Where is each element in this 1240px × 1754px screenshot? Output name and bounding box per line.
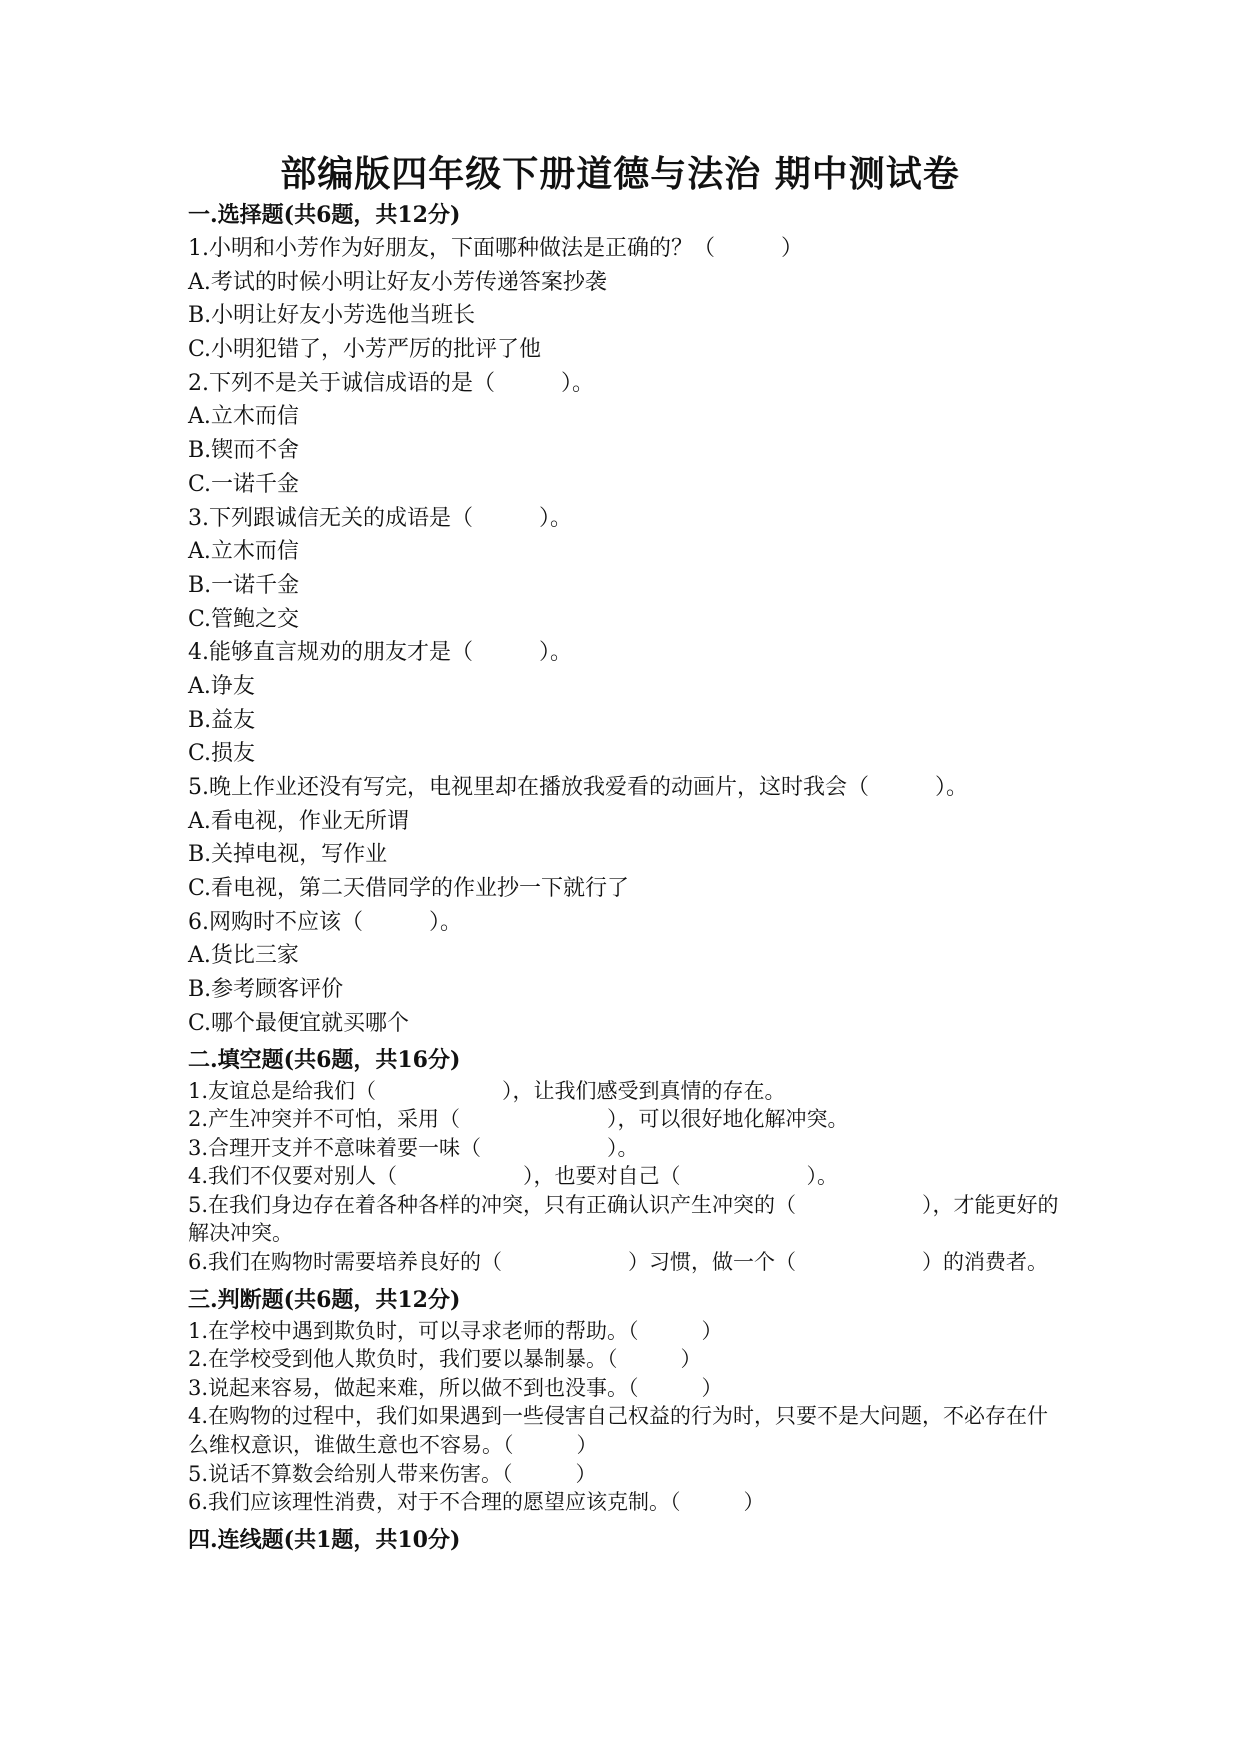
option-line: A.立木而信 — [188, 404, 299, 430]
option-line: C.一诺千金 — [188, 471, 300, 497]
fill-questions — [188, 1077, 1068, 1277]
option-line: A.看电视，作业无所谓 — [188, 808, 409, 834]
option-line: B.一诺千金 — [188, 572, 300, 598]
option-line: A.立木而信 — [188, 539, 299, 565]
exam-title: 部编版四年级下册道德与法治 期中测试卷 — [280, 153, 960, 195]
judge-questions — [188, 1317, 1068, 1517]
question-line: 1.小明和小芳作为好朋友，下面哪种做法是正确的？（ ） — [188, 236, 803, 261]
section-heading-judge: 三.判断题(共6题，共12分) — [188, 1286, 461, 1313]
choice-questions — [188, 232, 1068, 1041]
option-line: B.参考顾客评价 — [188, 977, 344, 1003]
question-line: 3.合理开支并不意味着要一味（ ）。 — [188, 1135, 639, 1160]
option-line: B.锲而不舍 — [188, 438, 300, 464]
option-line: C.管鲍之交 — [188, 606, 300, 632]
question-line: 2.产生冲突并不可怕，采用（ ），可以很好地化解冲突。 — [188, 1107, 849, 1132]
section-heading-choice: 一.选择题(共6题，共12分) — [188, 202, 461, 228]
question-line: 5.在我们身边存在着各种各样的冲突，只有正确认识产生冲突的（ ），才能更好的解决冲突。 — [188, 1192, 1059, 1246]
option-line: C.小明犯错了，小芳严厉的批评了他 — [188, 337, 542, 363]
question-line: 1.在学校中遇到欺负时，可以寻求老师的帮助。（ ） — [188, 1318, 723, 1343]
option-line: B.关掉电视，写作业 — [188, 842, 388, 868]
section-heading-match: 四.连线题(共1题，共10分) — [188, 1526, 461, 1553]
option-line: A.诤友 — [188, 673, 255, 699]
option-line: C.看电视，第二天借同学的作业抄一下就行了 — [188, 876, 630, 902]
question-line: 3.说起来容易，做起来难，所以做不到也没事。（ ） — [188, 1375, 723, 1400]
question-line: 4.在购物的过程中，我们如果遇到一些侵害自己权益的行为时，只要不是大问题，不必存在什么维权意识，谁做生意也不容易。（ ） — [188, 1404, 1049, 1458]
question-line: 6.我们应该理性消费，对于不合理的愿望应该克制。（ ） — [188, 1490, 765, 1515]
option-line: C.哪个最便宜就买哪个 — [188, 1010, 410, 1036]
question-line: 3.下列跟诚信无关的成语是（ ）。 — [188, 505, 572, 531]
section-heading-fill: 二.填空题(共6题，共16分) — [188, 1046, 461, 1073]
question-line: 1.友谊总是给我们（ ），让我们感受到真情的存在。 — [188, 1078, 786, 1103]
option-line: B.益友 — [188, 707, 256, 733]
option-line: A.考试的时候小明让好友小芳传递答案抄袭 — [188, 269, 607, 295]
question-line: 5.晚上作业还没有写完，电视里却在播放我爱看的动画片，这时我会（ ）。 — [188, 775, 968, 800]
question-line: 2.在学校受到他人欺负时，我们要以暴制暴。（ ） — [188, 1347, 702, 1372]
question-line: 5.说话不算数会给别人带来伤害。（ ） — [188, 1461, 597, 1486]
question-line: 4.我们不仅要对别人（ ），也要对自己（ ）。 — [188, 1164, 839, 1189]
question-line: 6.网购时不应该（ ）。 — [188, 909, 462, 935]
question-line: 2.下列不是关于诚信成语的是（ ）。 — [188, 370, 594, 396]
question-line: 4.能够直言规劝的朋友才是（ ）。 — [188, 640, 572, 666]
question-line: 6.我们在购物时需要培养良好的（ ）习惯，做一个（ ）的消费者。 — [188, 1250, 1049, 1275]
option-line: C.损友 — [188, 741, 256, 767]
exam-content — [188, 198, 1068, 1557]
option-line: A.货比三家 — [188, 943, 299, 969]
option-line: B.小明让好友小芳选他当班长 — [188, 303, 476, 329]
